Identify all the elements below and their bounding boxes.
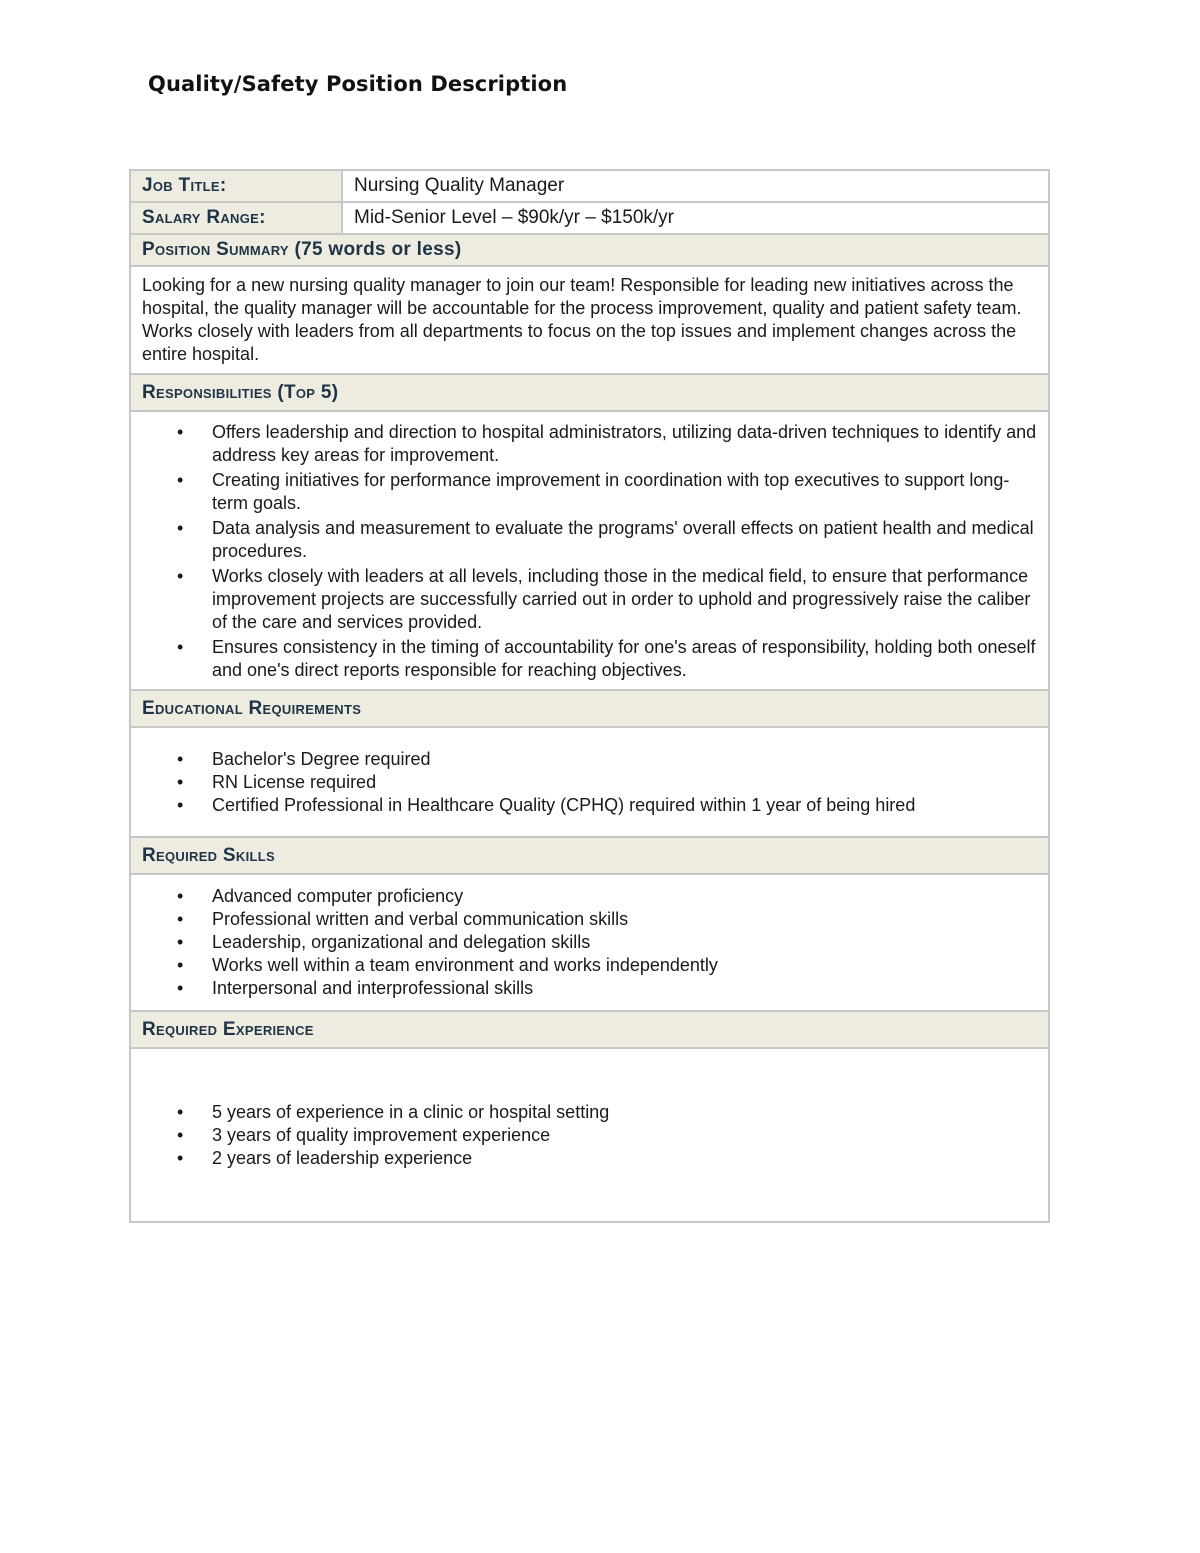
- salary-range-value: Mid-Senior Level – $90k/yr – $150k/yr: [342, 202, 1049, 234]
- list-item: • Bachelor's Degree required: [177, 748, 431, 769]
- bullet-icon: •: [177, 1147, 184, 1168]
- responsibilities-cell: [130, 411, 1049, 690]
- bullet-icon: •: [177, 932, 184, 952]
- list-item: • Certified Professional in Healthcare Quality (CPHQ) required within 1 year of being hired: [177, 794, 916, 815]
- position-summary-note: (75 words or less): [294, 239, 462, 260]
- salary-range-label: Salary Range:: [130, 202, 342, 234]
- required-experience-cell: [130, 1048, 1049, 1222]
- required-skills-header-row: [130, 837, 1049, 874]
- required-experience-header: Required Experience: [130, 1011, 1049, 1048]
- bullet-icon: •: [177, 978, 184, 998]
- required-skills-list: [142, 885, 1037, 1000]
- position-description-table: [129, 169, 1050, 1223]
- position-summary-header-row: [130, 234, 1049, 266]
- bullet-icon: •: [177, 748, 184, 769]
- bullet-icon: •: [177, 1124, 184, 1145]
- responsibilities-header-row: [130, 374, 1049, 411]
- list-item: • Creating initiatives for performance improvement in coordination with top executives to support long-term goals.: [177, 470, 1010, 513]
- list-item: • Offers leadership and direction to hospital administrators, utilizing data-driven techniques to identify and address key areas for improvement.: [177, 422, 1037, 465]
- list-item: • 5 years of experience in a clinic or hospital setting: [177, 1101, 610, 1122]
- educational-requirements-row: [130, 727, 1049, 837]
- bullet-icon: •: [177, 637, 184, 657]
- responsibilities-row: [130, 411, 1049, 690]
- position-summary-row: [130, 266, 1049, 374]
- bullet-icon: •: [177, 518, 184, 538]
- required-experience-list: [142, 1101, 1037, 1170]
- salary-range-row: [130, 202, 1049, 234]
- required-skills-cell: [130, 874, 1049, 1011]
- responsibilities-list: [142, 421, 1037, 682]
- job-title-value: Nursing Quality Manager: [342, 170, 1049, 202]
- required-skills-header: Required Skills: [130, 837, 1049, 874]
- document-title: Quality/Safety Position Description: [148, 72, 568, 96]
- required-experience-header-row: [130, 1011, 1049, 1048]
- educational-requirements-list: [142, 748, 1037, 817]
- required-skills-row: [130, 874, 1049, 1011]
- list-item: • Data analysis and measurement to evaluate the programs' overall effects on patient health and medical procedures.: [177, 518, 1034, 561]
- bullet-icon: •: [177, 1101, 184, 1122]
- position-summary-text: Looking for a new nursing quality manager to join our team! Responsible for leading new initiatives across the hospital, the quality manager will be accountable for the process improvement, quality and patient safety team. Works closely with leaders from all departments to focus on the top issues and implement changes across the entire hospital.: [130, 266, 1049, 374]
- bullet-icon: •: [177, 886, 184, 906]
- list-item: • RN License required: [177, 771, 377, 792]
- bullet-icon: •: [177, 470, 184, 490]
- required-experience-row: [130, 1048, 1049, 1222]
- bullet-icon: •: [177, 909, 184, 929]
- list-item: • 3 years of quality improvement experience: [177, 1124, 551, 1145]
- job-title-label: Job Title:: [130, 170, 342, 202]
- list-item: • Works closely with leaders at all levels, including those in the medical field, to ensure that performance improvement projects are successfully carried out in order to uphold and progressively raise the caliber of the care and services provided.: [177, 566, 1031, 632]
- bullet-icon: •: [177, 771, 184, 792]
- responsibilities-header: Responsibilities (Top 5): [130, 374, 1049, 411]
- list-item: • Leadership, organizational and delegation skills: [177, 932, 591, 952]
- list-item: • Professional written and verbal communication skills: [177, 909, 629, 929]
- position-summary-header: [130, 234, 1049, 266]
- list-item: • Ensures consistency in the timing of accountability for one's areas of responsibility, holding both oneself and one's direct reports responsible for reaching objectives.: [177, 637, 1036, 680]
- list-item: • Advanced computer proficiency: [177, 886, 464, 906]
- position-summary-label: Position Summary: [142, 239, 289, 260]
- educational-requirements-header: Educational Requirements: [130, 690, 1049, 727]
- bullet-icon: •: [177, 955, 184, 975]
- bullet-icon: •: [177, 794, 184, 815]
- list-item: • 2 years of leadership experience: [177, 1147, 473, 1168]
- list-item: • Interpersonal and interprofessional skills: [177, 978, 534, 998]
- bullet-icon: •: [177, 422, 184, 442]
- educational-requirements-cell: [130, 727, 1049, 837]
- bullet-icon: •: [177, 566, 184, 586]
- list-item: • Works well within a team environment and works independently: [177, 955, 718, 975]
- educational-requirements-header-row: [130, 690, 1049, 727]
- job-title-row: [130, 170, 1049, 202]
